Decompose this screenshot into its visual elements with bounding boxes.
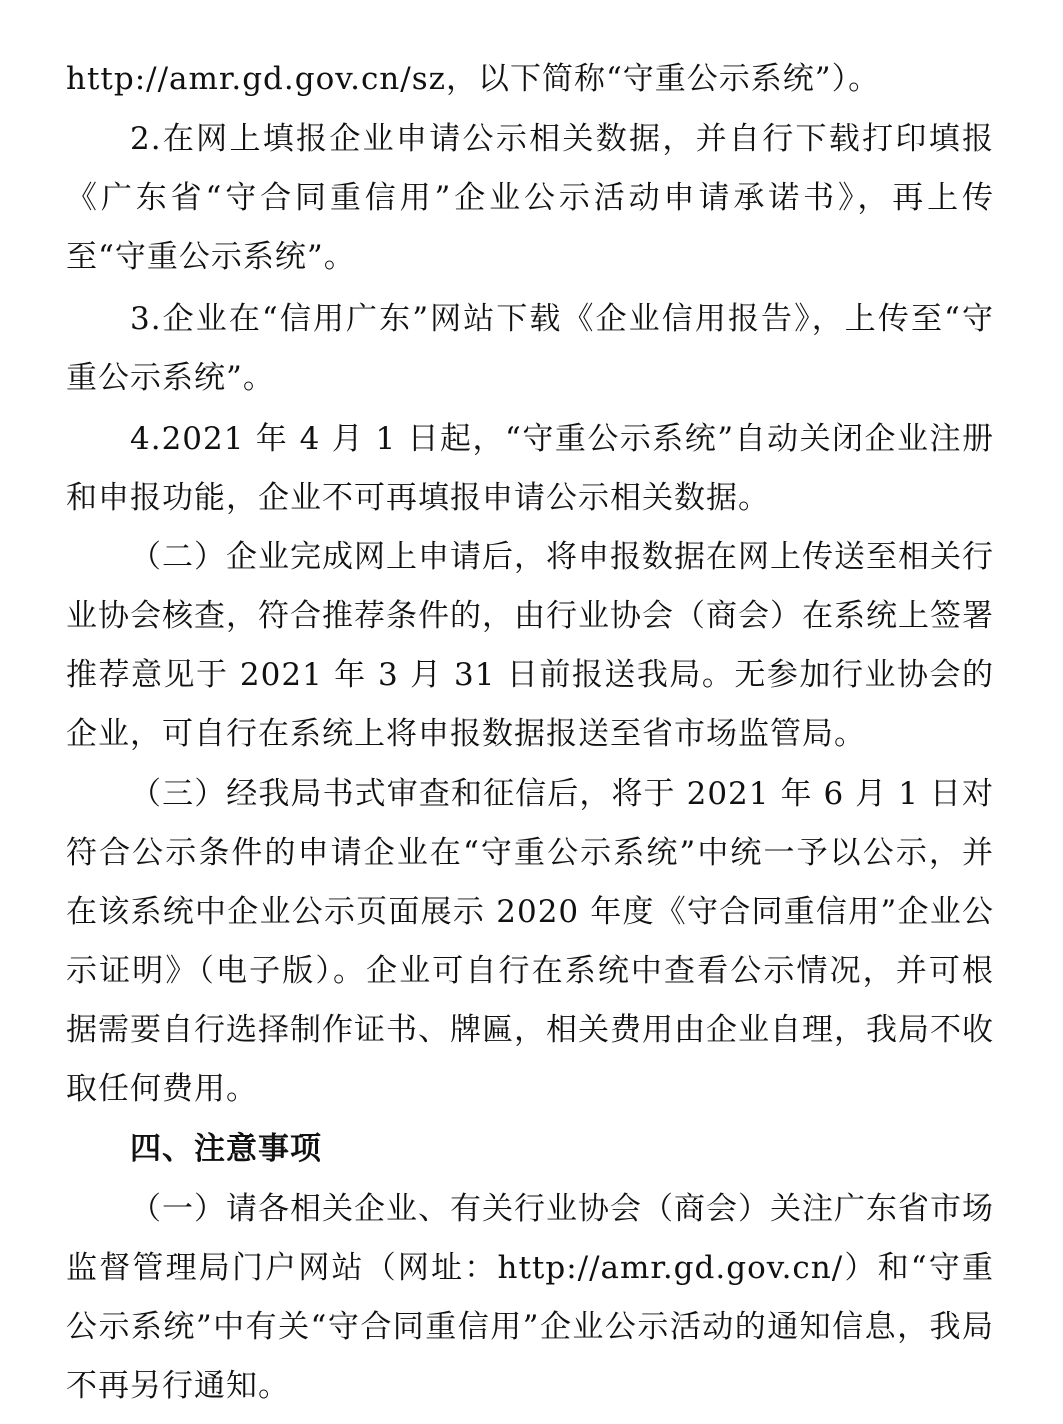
section-heading-notes: 四、注意事项 xyxy=(130,1131,322,1167)
paragraph-item-2: 2.在网上填报企业申请公示相关数据，并自行下载打印填报《广东省“守合同重信用”企业公示活动申请承诺书》，再上传至“守重公示系统”。 xyxy=(66,121,994,275)
paragraph-system-url: http://amr.gd.gov.cn/sz，以下简称“守重公示系统”）。 xyxy=(66,61,881,97)
paragraph-item-3: 3.企业在“信用广东”网站下载《企业信用报告》，上传至“守重公示系统”。 xyxy=(66,301,994,396)
paragraph-section-two: （二）企业完成网上申请后，将申报数据在网上传送至相关行业协会核查，符合推荐条件的，由行业协会（商会）在系统上签署推荐意见于 2021 年 3 月 31 日前报送我局。无参加行业协会的企业，可自行在系统上将申报数据报送至省市场监管局。 xyxy=(66,539,994,752)
paragraph-notes-one: （一）请各相关企业、有关行业协会（商会）关注广东省市场监督管理局门户网站（网址：http://amr.gd.gov.cn/）和“守重公示系统”中有关“守合同重信用”企业公示活动的通知信息，我局不再另行通知。 xyxy=(66,1191,994,1404)
paragraph-item-4: 4.2021 年 4 月 1 日起，“守重公示系统”自动关闭企业注册和申报功能，企业不可再填报申请公示相关数据。 xyxy=(66,421,994,516)
paragraph-section-three: （三）经我局书式审查和征信后，将于 2021 年 6 月 1 日对符合公示条件的申请企业在“守重公示系统”中统一予以公示，并在该系统中企业公示页面展示 2020 年度《守合同重信用”企业公示证明》（电子版）。企业可自行在系统中查看公示情况，并可根据需要自行选择制作证书、牌匾，相关费用由企业自理，我局不收取任何费用。 xyxy=(66,776,994,1107)
